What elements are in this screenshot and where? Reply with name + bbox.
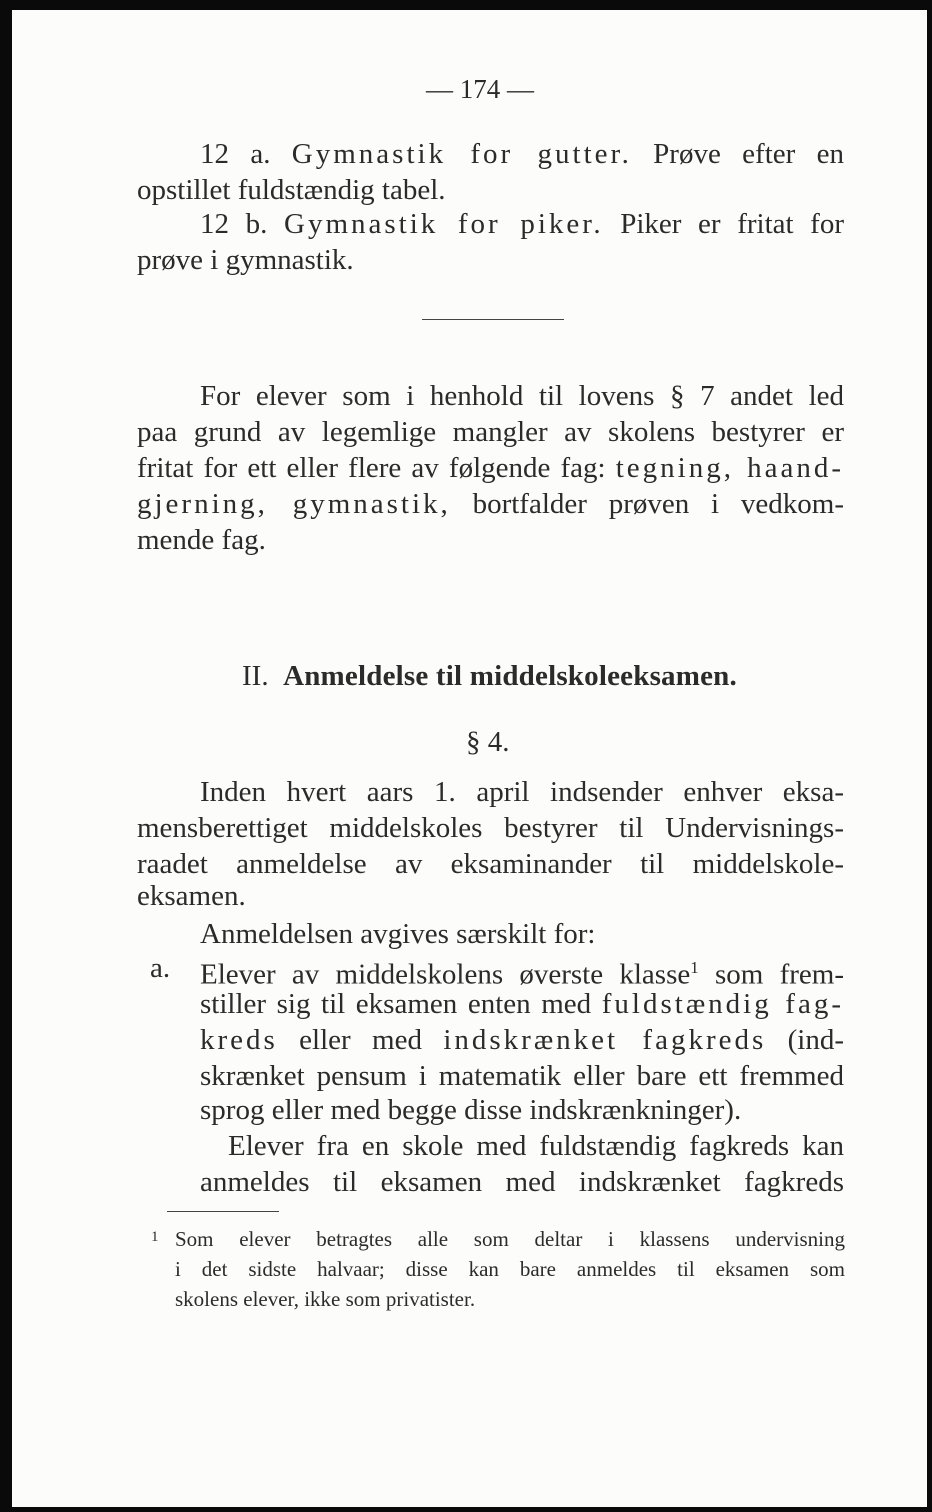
- item-12b-rest: Piker er fritat for: [603, 208, 844, 240]
- book-page: [12, 10, 927, 1507]
- p4-line-5: Anmeldelsen avgives særskilt for:: [200, 918, 596, 950]
- footnote-line-2: i det sidste halvaar; disse kan bare anmeldes til eksamen som: [175, 1257, 845, 1281]
- item-12a-line-1: [200, 136, 844, 172]
- item-a-line-6: Elever fra en skole med fuldstændig fagkreds kan: [228, 1130, 844, 1162]
- item-a-line-3: [200, 1022, 844, 1058]
- item-a-line-2: [200, 986, 844, 1022]
- item-a-line-1a: Elever av middelskolens øverste klasse: [200, 958, 691, 991]
- exemption-line-1: For elever som i henhold til lovens § 7 andet led: [200, 380, 844, 412]
- item-a-full-course: fuldstændig fag-: [601, 988, 844, 1020]
- page-number: — 174 —: [426, 74, 534, 104]
- item-a-label: a.: [150, 952, 171, 984]
- p4-line-3: raadet anmeldelse av eksaminander til middelskole-: [137, 848, 844, 880]
- section-numeral: II.: [242, 660, 269, 692]
- item-12b-subject: Gymnastik for piker.: [284, 208, 604, 240]
- item-a-line-4: skrænket pensum i matematik eller bare ett fremmed: [200, 1060, 844, 1092]
- item-12a-line-2: opstillet fuldstændig tabel.: [137, 174, 446, 206]
- section-title: Anmeldelse til middelskoleeksamen.: [283, 660, 737, 692]
- p4-line-1: Inden hvert aars 1. april indsender enhver eksa-: [200, 776, 844, 808]
- section-divider: [422, 319, 564, 320]
- item-a-line-5: sprog eller med begge disse indskrænkninger).: [200, 1094, 742, 1126]
- footnote-line-3: skolens elever, ikke som privatister.: [175, 1287, 476, 1311]
- item-12b-line-1: [200, 206, 844, 242]
- exemption-line-3: [137, 450, 844, 486]
- footnote-divider: [167, 1211, 279, 1212]
- exemption-line-4: [137, 486, 844, 522]
- exemption-line-3a: fritat for ett eller flere av følgende fag:: [137, 452, 616, 484]
- section-heading: [242, 660, 737, 693]
- item-a-line-3b: eller med: [277, 1024, 444, 1056]
- item-a-line-3d: (ind-: [766, 1024, 844, 1056]
- item-a-line-1b: som frem-: [698, 958, 844, 991]
- item-12a-rest: Prøve efter en: [631, 138, 844, 170]
- item-12b-prefix: 12 b.: [200, 208, 284, 240]
- exemption-line-2: paa grund av legemlige mangler av skolens bestyrer er: [137, 416, 844, 448]
- exemption-subjects-b: gjerning, gymnastik,: [137, 488, 451, 520]
- exemption-line-5: mende fag.: [137, 524, 266, 556]
- footnote-line-1: Som elever betragtes alle som deltar i klassens undervisning: [175, 1227, 845, 1251]
- item-a-line-2a: stiller sig til eksamen enten med: [200, 988, 602, 1020]
- footnote-marker: 1: [151, 1229, 159, 1245]
- exemption-subjects-a: tegning, haand-: [615, 452, 844, 484]
- item-12a-prefix: 12 a.: [200, 138, 292, 170]
- paragraph-number: § 4.: [466, 726, 510, 758]
- p4-line-2: mensberettiget middelskoles bestyrer til Undervisnings-: [137, 812, 844, 844]
- item-12b-line-2: prøve i gymnastik.: [137, 244, 354, 276]
- item-a-reduced-course: indskrænket fagkreds: [443, 1024, 767, 1056]
- item-a-kreds: kreds: [200, 1024, 278, 1056]
- item-a-line-7: anmeldes til eksamen med indskrænket fagkreds: [200, 1166, 844, 1198]
- p4-line-4: eksamen.: [137, 880, 246, 912]
- footnote-reference: 1: [690, 958, 699, 977]
- exemption-line-4b: bortfalder prøven i vedkom-: [450, 488, 844, 520]
- item-12a-subject: Gymnastik for gutter.: [291, 138, 632, 170]
